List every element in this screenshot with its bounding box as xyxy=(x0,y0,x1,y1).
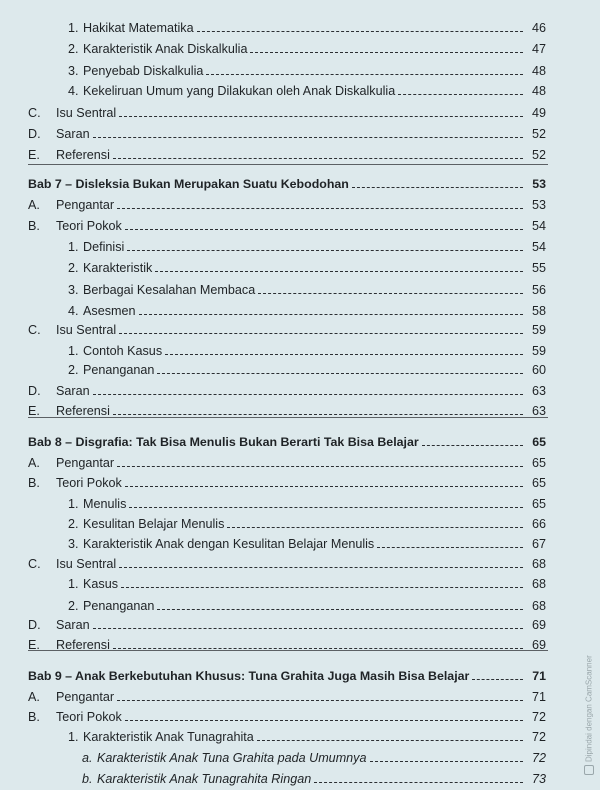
toc-entry xyxy=(68,513,546,535)
dotted-leader xyxy=(93,125,523,138)
dotted-leader xyxy=(472,667,523,680)
page-number: 47 xyxy=(531,42,546,56)
toc-entry xyxy=(28,123,546,145)
dotted-leader xyxy=(127,238,523,251)
entry-title: Kesulitan Belajar Menulis xyxy=(83,517,225,531)
page-number: 59 xyxy=(531,344,546,358)
entry-title: Referensi xyxy=(56,404,110,418)
entry-title: Teori Pokok xyxy=(56,219,122,233)
entry-number: a. xyxy=(82,751,93,765)
dotted-leader xyxy=(398,82,523,95)
entry-title: Bab 8 – Disgrafia: Tak Bisa Menulis Bukan Berarti Tak Bisa Belajar xyxy=(28,435,419,449)
entry-number: E. xyxy=(28,404,40,418)
toc-entry xyxy=(68,17,546,39)
page-number: 69 xyxy=(531,638,546,652)
toc-entry xyxy=(68,60,546,82)
entry-number: 2. xyxy=(68,599,79,613)
toc-entry xyxy=(68,533,546,555)
page-number: 65 xyxy=(531,456,546,470)
page-number: 53 xyxy=(531,198,546,212)
entry-number: A. xyxy=(28,456,40,470)
toc-entry xyxy=(28,614,546,636)
dotted-leader xyxy=(125,217,523,230)
entry-title: Referensi xyxy=(56,148,110,162)
toc-entry xyxy=(68,493,546,515)
dotted-leader xyxy=(113,146,523,159)
page-number: 73 xyxy=(531,772,546,786)
entry-title: Referensi xyxy=(56,638,110,652)
entry-number: E. xyxy=(28,148,40,162)
page-number: 49 xyxy=(531,106,546,120)
entry-number: 2. xyxy=(68,363,79,377)
page-number: 63 xyxy=(531,384,546,398)
page-number: 65 xyxy=(531,476,546,490)
toc-entry xyxy=(82,747,546,769)
dotted-leader xyxy=(377,535,523,548)
dotted-leader xyxy=(257,728,523,741)
dotted-leader xyxy=(113,636,523,649)
entry-title: Kekeliruan Umum yang Dilakukan oleh Anak Diskalkulia xyxy=(83,84,396,98)
entry-number: 4. xyxy=(68,304,79,318)
entry-title: Teori Pokok xyxy=(56,710,122,724)
dotted-leader xyxy=(117,196,523,209)
entry-number: B. xyxy=(28,219,40,233)
entry-number: D. xyxy=(28,618,41,632)
page-number: 58 xyxy=(531,304,546,318)
page-number: 54 xyxy=(531,240,546,254)
entry-number: D. xyxy=(28,127,41,141)
dotted-leader xyxy=(117,688,523,701)
dotted-leader xyxy=(119,321,523,334)
entry-title: Kasus xyxy=(83,577,119,591)
toc-entry xyxy=(28,194,546,216)
page-number: 68 xyxy=(531,599,546,613)
toc-entry xyxy=(28,102,546,124)
entry-number: 1. xyxy=(68,730,79,744)
toc-entry xyxy=(28,319,546,341)
toc-entry xyxy=(28,400,546,422)
entry-title: Teori Pokok xyxy=(56,476,122,490)
page-number: 48 xyxy=(531,64,546,78)
entry-number: B. xyxy=(28,710,40,724)
entry-number: C. xyxy=(28,106,41,120)
entry-title: Karakteristik Anak Tunagrahita Ringan xyxy=(97,772,312,786)
dotted-leader xyxy=(227,515,523,528)
entry-number: 2. xyxy=(68,517,79,531)
chapter-divider xyxy=(28,417,548,418)
entry-title: Pengantar xyxy=(56,690,115,704)
entry-title: Saran xyxy=(56,618,90,632)
page-number: 48 xyxy=(531,84,546,98)
camscanner-icon xyxy=(584,765,594,775)
entry-title: Berbagai Kesalahan Membaca xyxy=(83,283,256,297)
page-number: 71 xyxy=(531,690,546,704)
entry-title: Penanganan xyxy=(83,599,155,613)
page-number: 52 xyxy=(531,148,546,162)
chapter-heading xyxy=(28,431,546,453)
entry-title: Karakteristik Anak Diskalkulia xyxy=(83,42,248,56)
page-number: 72 xyxy=(531,710,546,724)
entry-title: Saran xyxy=(56,384,90,398)
entry-title: Karakteristik Anak dengan Kesulitan Belajar Menulis xyxy=(83,537,375,551)
page-number: 56 xyxy=(531,283,546,297)
entry-title: Pengantar xyxy=(56,456,115,470)
dotted-leader xyxy=(422,433,523,446)
entry-title: Pengantar xyxy=(56,198,115,212)
dotted-leader xyxy=(197,19,523,32)
entry-title: Saran xyxy=(56,127,90,141)
page-number: 72 xyxy=(531,730,546,744)
page-number: 55 xyxy=(531,261,546,275)
entry-title: Isu Sentral xyxy=(56,106,117,120)
page-number: 63 xyxy=(531,404,546,418)
entry-number: 3. xyxy=(68,64,79,78)
entry-number: E. xyxy=(28,638,40,652)
dotted-leader xyxy=(113,402,523,415)
page-number: 65 xyxy=(531,497,546,511)
entry-number: 1. xyxy=(68,240,79,254)
toc-entry xyxy=(68,279,546,301)
camscanner-watermark xyxy=(583,655,595,775)
dotted-leader xyxy=(352,175,523,188)
entry-number: b. xyxy=(82,772,93,786)
page-number: 46 xyxy=(531,21,546,35)
toc-entry xyxy=(28,634,546,656)
page-number: 53 xyxy=(532,177,546,191)
toc-entry xyxy=(28,144,546,166)
chapter-divider xyxy=(28,164,548,165)
entry-number: 2. xyxy=(68,261,79,275)
entry-number: 4. xyxy=(68,84,79,98)
toc-entry xyxy=(68,80,546,102)
entry-number: 1. xyxy=(68,497,79,511)
dotted-leader xyxy=(121,575,523,588)
page-number: 69 xyxy=(531,618,546,632)
toc-entry xyxy=(28,380,546,402)
toc-entry xyxy=(68,573,546,595)
dotted-leader xyxy=(119,104,523,117)
entry-title: Menulis xyxy=(83,497,127,511)
entry-number: 1. xyxy=(68,21,79,35)
toc-entry xyxy=(28,686,546,708)
toc-entry xyxy=(82,768,546,790)
page-number: 52 xyxy=(531,127,546,141)
entry-title: Penyebab Diskalkulia xyxy=(83,64,204,78)
page-number: 59 xyxy=(531,323,546,337)
entry-number: C. xyxy=(28,557,41,571)
dotted-leader xyxy=(370,749,524,762)
page-number: 54 xyxy=(531,219,546,233)
entry-number: 3. xyxy=(68,283,79,297)
toc-entry xyxy=(28,452,546,474)
dotted-leader xyxy=(93,616,523,629)
entry-title: Definisi xyxy=(83,240,125,254)
dotted-leader xyxy=(129,495,523,508)
entry-title: Hakikat Matematika xyxy=(83,21,194,35)
entry-title: Bab 9 – Anak Berkebutuhan Khusus: Tuna Grahita Juga Masih Bisa Belajar xyxy=(28,669,470,683)
toc-entry xyxy=(68,257,546,279)
entry-number: 2. xyxy=(68,42,79,56)
entry-number: C. xyxy=(28,323,41,337)
dotted-leader xyxy=(117,454,523,467)
toc-entry xyxy=(68,359,546,381)
entry-title: Penanganan xyxy=(83,363,155,377)
toc-entry xyxy=(28,706,546,728)
dotted-leader xyxy=(125,708,523,721)
entry-number: D. xyxy=(28,384,41,398)
entry-title: Bab 7 – Disleksia Bukan Merupakan Suatu Kebodohan xyxy=(28,177,349,191)
dotted-leader xyxy=(93,382,523,395)
toc-entry xyxy=(68,726,546,748)
entry-number: A. xyxy=(28,198,40,212)
page-number: 65 xyxy=(532,435,546,449)
page-number: 72 xyxy=(531,751,546,765)
dotted-leader xyxy=(258,281,523,294)
toc-entry xyxy=(28,472,546,494)
chapter-heading xyxy=(28,173,546,195)
page-number: 66 xyxy=(531,517,546,531)
entry-number: A. xyxy=(28,690,40,704)
toc-entry xyxy=(68,236,546,258)
page-number: 68 xyxy=(531,577,546,591)
entry-title: Karakteristik Anak Tuna Grahita pada Umumnya xyxy=(97,751,367,765)
entry-title: Contoh Kasus xyxy=(83,344,163,358)
page-number: 68 xyxy=(531,557,546,571)
toc-entry xyxy=(68,38,546,60)
entry-title: Isu Sentral xyxy=(56,557,117,571)
entry-number: 3. xyxy=(68,537,79,551)
entry-title: Karakteristik xyxy=(83,261,153,275)
entry-number: 1. xyxy=(68,577,79,591)
page-number: 60 xyxy=(531,363,546,377)
entry-number: B. xyxy=(28,476,40,490)
dotted-leader xyxy=(157,361,523,374)
dotted-leader xyxy=(139,302,524,315)
entry-number: 1. xyxy=(68,344,79,358)
entry-title: Karakteristik Anak Tunagrahita xyxy=(83,730,254,744)
dotted-leader xyxy=(165,342,523,355)
dotted-leader xyxy=(250,40,523,53)
page-number: 71 xyxy=(532,669,546,683)
dotted-leader xyxy=(125,474,523,487)
dotted-leader xyxy=(314,770,523,783)
entry-title: Isu Sentral xyxy=(56,323,117,337)
dotted-leader xyxy=(206,62,523,75)
dotted-leader xyxy=(119,555,523,568)
toc-entry xyxy=(28,553,546,575)
toc-entry xyxy=(28,215,546,237)
chapter-heading xyxy=(28,665,546,687)
dotted-leader xyxy=(155,259,523,272)
page-number: 67 xyxy=(531,537,546,551)
chapter-divider xyxy=(28,650,548,651)
dotted-leader xyxy=(157,597,523,610)
entry-title: Asesmen xyxy=(83,304,136,318)
watermark-text: Dipindai dengan CamScanner xyxy=(584,655,594,762)
